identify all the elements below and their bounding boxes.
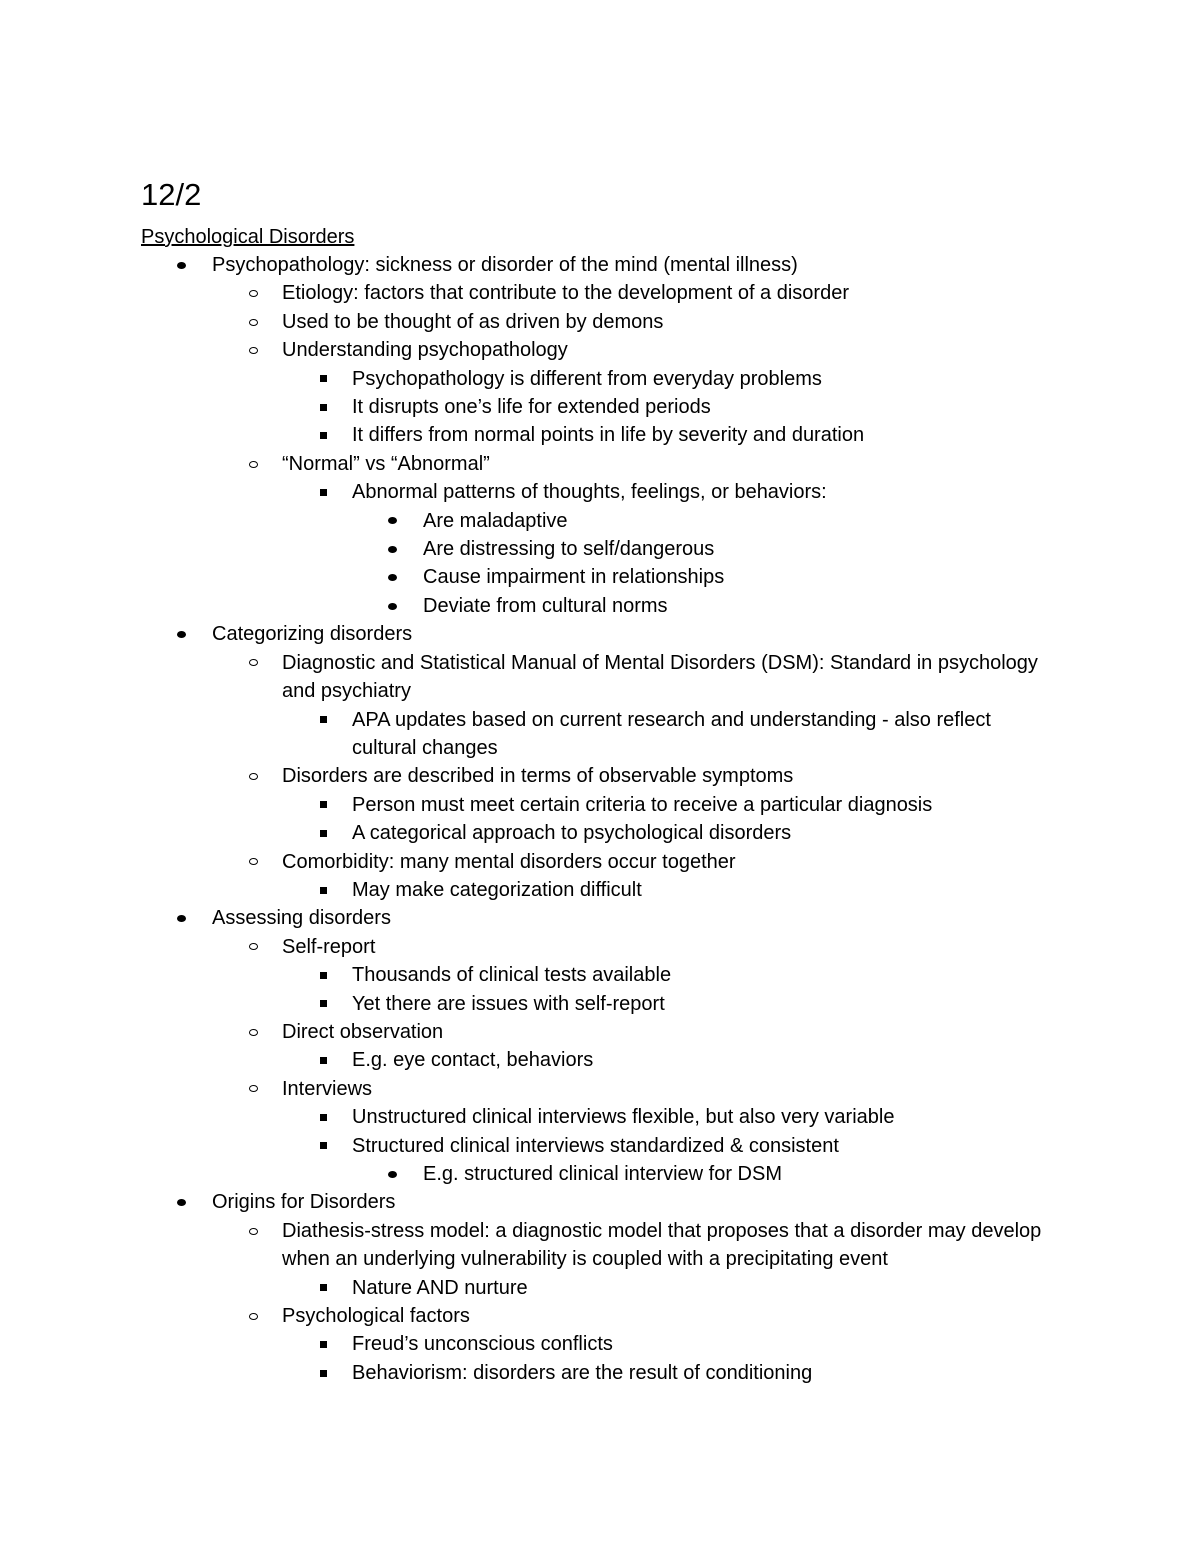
outline-item-text: Psychopathology is different from everyday problems [352,367,822,390]
outline-item-text: Unstructured clinical interviews flexible, but also very variable [352,1106,895,1129]
outline-item-level-2 [282,762,1052,790]
outline-item-text: Freud’s unconscious conflicts [352,1333,613,1356]
filled-circle-bullet-icon [175,904,187,932]
outline-item-text: E.g. structured clinical interview for DSM [423,1163,783,1185]
outline-item-text: APA updates based on current research and understanding - also reflect cultural changes [352,708,991,759]
outline-item-level-3 [352,961,1052,989]
outline-item-text: Categorizing disorders [212,623,413,646]
outline-item-level-1 [212,1188,1112,1216]
outline-item-level-3 [352,393,1052,421]
outline-item-text: Nature AND nurture [352,1276,528,1299]
outline-item-text: Diagnostic and Statistical Manual of Mental Disorders (DSM): Standard in psychology and psychiatry [282,651,1038,703]
square-bullet-icon [317,706,329,734]
outline-item-text: Origins for Disorders [212,1191,396,1214]
filled-circle-bullet-icon [386,507,398,535]
outline-item-level-2 [282,933,1052,961]
outline-item-text: It disrupts one’s life for extended periods [352,396,711,419]
outline-item-level-2 [282,308,1052,336]
outline-item-level-3 [352,706,1052,763]
outline-item-level-1 [212,251,1112,279]
square-bullet-icon [317,990,329,1018]
hollow-circle-bullet-icon [247,308,259,336]
document-heading: Psychological Disorders [141,226,355,248]
hollow-circle-bullet-icon [247,1302,259,1330]
outline-item-text: Yet there are issues with self-report [352,992,665,1015]
outline-item-level-3 [352,1103,1052,1131]
outline-item-text: Are maladaptive [423,509,568,532]
outline-item-level-3 [352,990,1052,1018]
bullet-outline [0,251,1200,1387]
hollow-circle-bullet-icon [247,762,259,790]
outline-item-text: It differs from normal points in life by severity and duration [352,424,865,447]
outline-item-level-3 [352,365,1052,393]
filled-circle-bullet-icon [386,1160,398,1188]
square-bullet-icon [317,1046,329,1074]
outline-item-text: Used to be thought of as driven by demons [282,310,664,333]
filled-circle-bullet-icon [175,620,187,648]
outline-item-level-3 [352,819,1052,847]
outline-item-level-4 [423,507,1053,535]
square-bullet-icon [317,421,329,449]
outline-item-level-2 [282,1302,1052,1330]
filled-circle-bullet-icon [386,592,398,620]
outline-item-text: Interviews [282,1077,373,1100]
filled-circle-bullet-icon [175,1188,187,1216]
outline-item-level-4 [423,563,1053,591]
outline-item-text: Psychopathology: sickness or disorder of the mind (mental illness) [212,254,798,276]
outline-item-text: Comorbidity: many mental disorders occur together [282,850,736,873]
square-bullet-icon [317,1330,329,1358]
square-bullet-icon [317,819,329,847]
outline-item-level-3 [352,876,1052,904]
square-bullet-icon [317,478,329,506]
outline-item-level-4 [423,592,1053,620]
outline-item-text: Behaviorism: disorders are the result of conditioning [352,1361,813,1384]
square-bullet-icon [317,393,329,421]
hollow-circle-bullet-icon [247,336,259,364]
hollow-circle-bullet-icon [247,649,259,677]
document-date: 12/2 [141,177,202,212]
outline-item-text: Person must meet certain criteria to receive a particular diagnosis [352,793,933,816]
outline-item-level-3 [352,1132,1052,1160]
hollow-circle-bullet-icon [247,450,259,478]
outline-item-level-1 [212,904,1112,932]
square-bullet-icon [317,365,329,393]
hollow-circle-bullet-icon [247,1018,259,1046]
hollow-circle-bullet-icon [247,848,259,876]
outline-item-text: Diathesis-stress model: a diagnostic model that proposes that a disorder may develop when an underlying vulnerability is coupled with a precipitating event [282,1219,1042,1271]
outline-item-text: A categorical approach to psychological disorders [352,822,792,845]
outline-item-level-2 [282,1075,1052,1103]
hollow-circle-bullet-icon [247,279,259,307]
outline-item-level-3 [352,791,1052,819]
outline-item-text: Deviate from cultural norms [423,594,668,617]
outline-item-text: “Normal” vs “Abnormal” [282,452,490,475]
outline-item-text: May make categorization difficult [352,878,642,901]
hollow-circle-bullet-icon [247,1075,259,1103]
outline-item-level-2 [282,1018,1052,1046]
outline-item-level-2 [282,649,1052,706]
outline-item-text: E.g. eye contact, behaviors [352,1049,594,1072]
outline-item-text: Self-report [282,935,376,958]
outline-item-level-3 [352,1046,1052,1074]
outline-item-text: Disorders are described in terms of observable symptoms [282,765,794,788]
square-bullet-icon [317,961,329,989]
outline-item-text: Understanding psychopathology [282,339,568,362]
filled-circle-bullet-icon [386,563,398,591]
outline-item-level-3 [352,1274,1052,1302]
outline-item-text: Abnormal patterns of thoughts, feelings, or behaviors: [352,481,827,504]
square-bullet-icon [317,1274,329,1302]
outline-item-level-4 [423,1160,1053,1188]
outline-item-text: Direct observation [282,1020,444,1043]
outline-item-text: Are distressing to self/dangerous [423,538,715,561]
square-bullet-icon [317,1103,329,1131]
outline-item-level-4 [423,535,1053,563]
outline-item-text: Structured clinical interviews standardized & consistent [352,1134,839,1157]
outline-item-text: Psychological factors [282,1305,470,1328]
square-bullet-icon [317,876,329,904]
outline-item-level-3 [352,1330,1052,1358]
outline-item-level-2 [282,279,1052,307]
outline-item-level-3 [352,478,1052,506]
outline-item-level-2 [282,1217,1052,1274]
outline-item-level-2 [282,450,1052,478]
hollow-circle-bullet-icon [247,933,259,961]
outline-item-level-1 [212,620,1112,648]
outline-item-level-3 [352,1359,1052,1387]
hollow-circle-bullet-icon [247,1217,259,1245]
filled-circle-bullet-icon [386,535,398,563]
square-bullet-icon [317,1359,329,1387]
outline-item-text: Cause impairment in relationships [423,566,725,589]
outline-item-text: Assessing disorders [212,907,391,930]
filled-circle-bullet-icon [175,251,187,279]
outline-item-level-2 [282,848,1052,876]
square-bullet-icon [317,791,329,819]
outline-item-level-3 [352,421,1052,449]
outline-item-level-2 [282,336,1052,364]
outline-item-text: Etiology: factors that contribute to the development of a disorder [282,282,849,305]
square-bullet-icon [317,1132,329,1160]
outline-item-text: Thousands of clinical tests available [352,964,672,987]
